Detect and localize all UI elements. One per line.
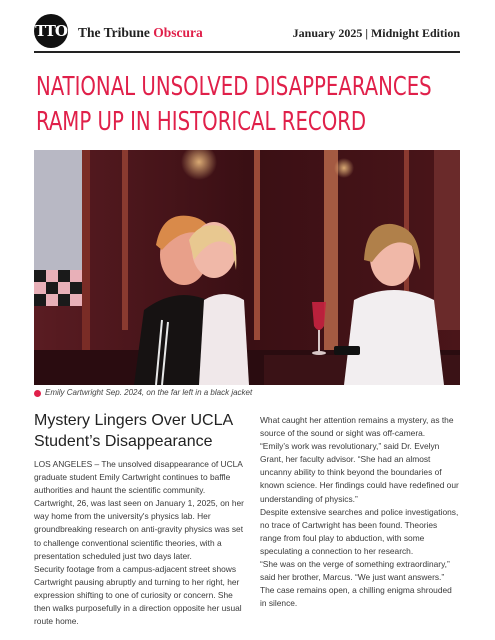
paper-name-accent: Obscura xyxy=(153,25,203,40)
caption-bullet-icon xyxy=(34,390,41,397)
photo-caption xyxy=(34,388,460,402)
headline-line-1: NATIONAL UNSOLVED DISAPPEARANCES xyxy=(36,72,432,102)
article-paragraph: LOS ANGELES – The unsolved disappearance of UCLA graduate student Emily Cartwright continues to baffle authorities and haunt the scientific community. xyxy=(34,459,243,496)
edition-label: January 2025 | Midnight Edition xyxy=(292,26,460,40)
article-paragraph: “She was on the verge of something extraordinary,” said her brother, Marcus. “We just want answers.” xyxy=(260,559,450,583)
headline xyxy=(36,70,432,140)
article-column-right xyxy=(260,414,460,610)
paper-name-main: The Tribune xyxy=(78,25,154,40)
article-paragraph: Despite extensive searches and police investigations, no trace of Cartwright has been found. Theories range from foul play to abduction, with some speculating a connection to her research. xyxy=(260,506,459,556)
article-photo xyxy=(34,150,460,385)
article-paragraph: The case remains open, a chilling enigma shrouded in silence. xyxy=(260,585,452,609)
paper-name xyxy=(78,25,203,41)
subheading-line-1: Mystery Lingers Over UCLA xyxy=(34,412,234,429)
paper-logo: TTO xyxy=(34,14,68,48)
article-subheading xyxy=(34,410,244,452)
article-paragraph: Security footage from a campus-adjacent street shows Cartwright pausing abruptly and turning to her right, her expression shifting to one of curiosity or concern. She then walks purposefully in a direction opposite her usual route home. xyxy=(34,563,242,627)
article-paragraph: What caught her attention remains a mystery, as the source of the sound or sight was off-camera. xyxy=(260,415,454,439)
masthead xyxy=(34,14,460,52)
article-column-left xyxy=(34,458,246,628)
caption-text: Emily Cartwright Sep. 2024, on the far left in a black jacket xyxy=(45,388,253,397)
headline-line-2: RAMP UP IN HISTORICAL RECORD xyxy=(36,107,367,137)
subheading-line-2: Student’s Disappearance xyxy=(34,433,213,450)
article-paragraph: Cartwright, 26, was last seen on January 1, 2025, on her way home from the university's physics lab. Her groundbreaking research on anti-gravity physics was set to challenge conventional scientific theories, with a presentation scheduled just two days later. xyxy=(34,498,244,561)
photo-illustration xyxy=(34,150,460,385)
article-paragraph: “Emily’s work was revolutionary,” said Dr. Evelyn Grant, her faculty advisor. “She had an almost uncanny ability to think beyond the boundaries of known science. Her findings could have redefined our understanding of physics.” xyxy=(260,441,459,504)
masthead-rule xyxy=(34,51,460,53)
